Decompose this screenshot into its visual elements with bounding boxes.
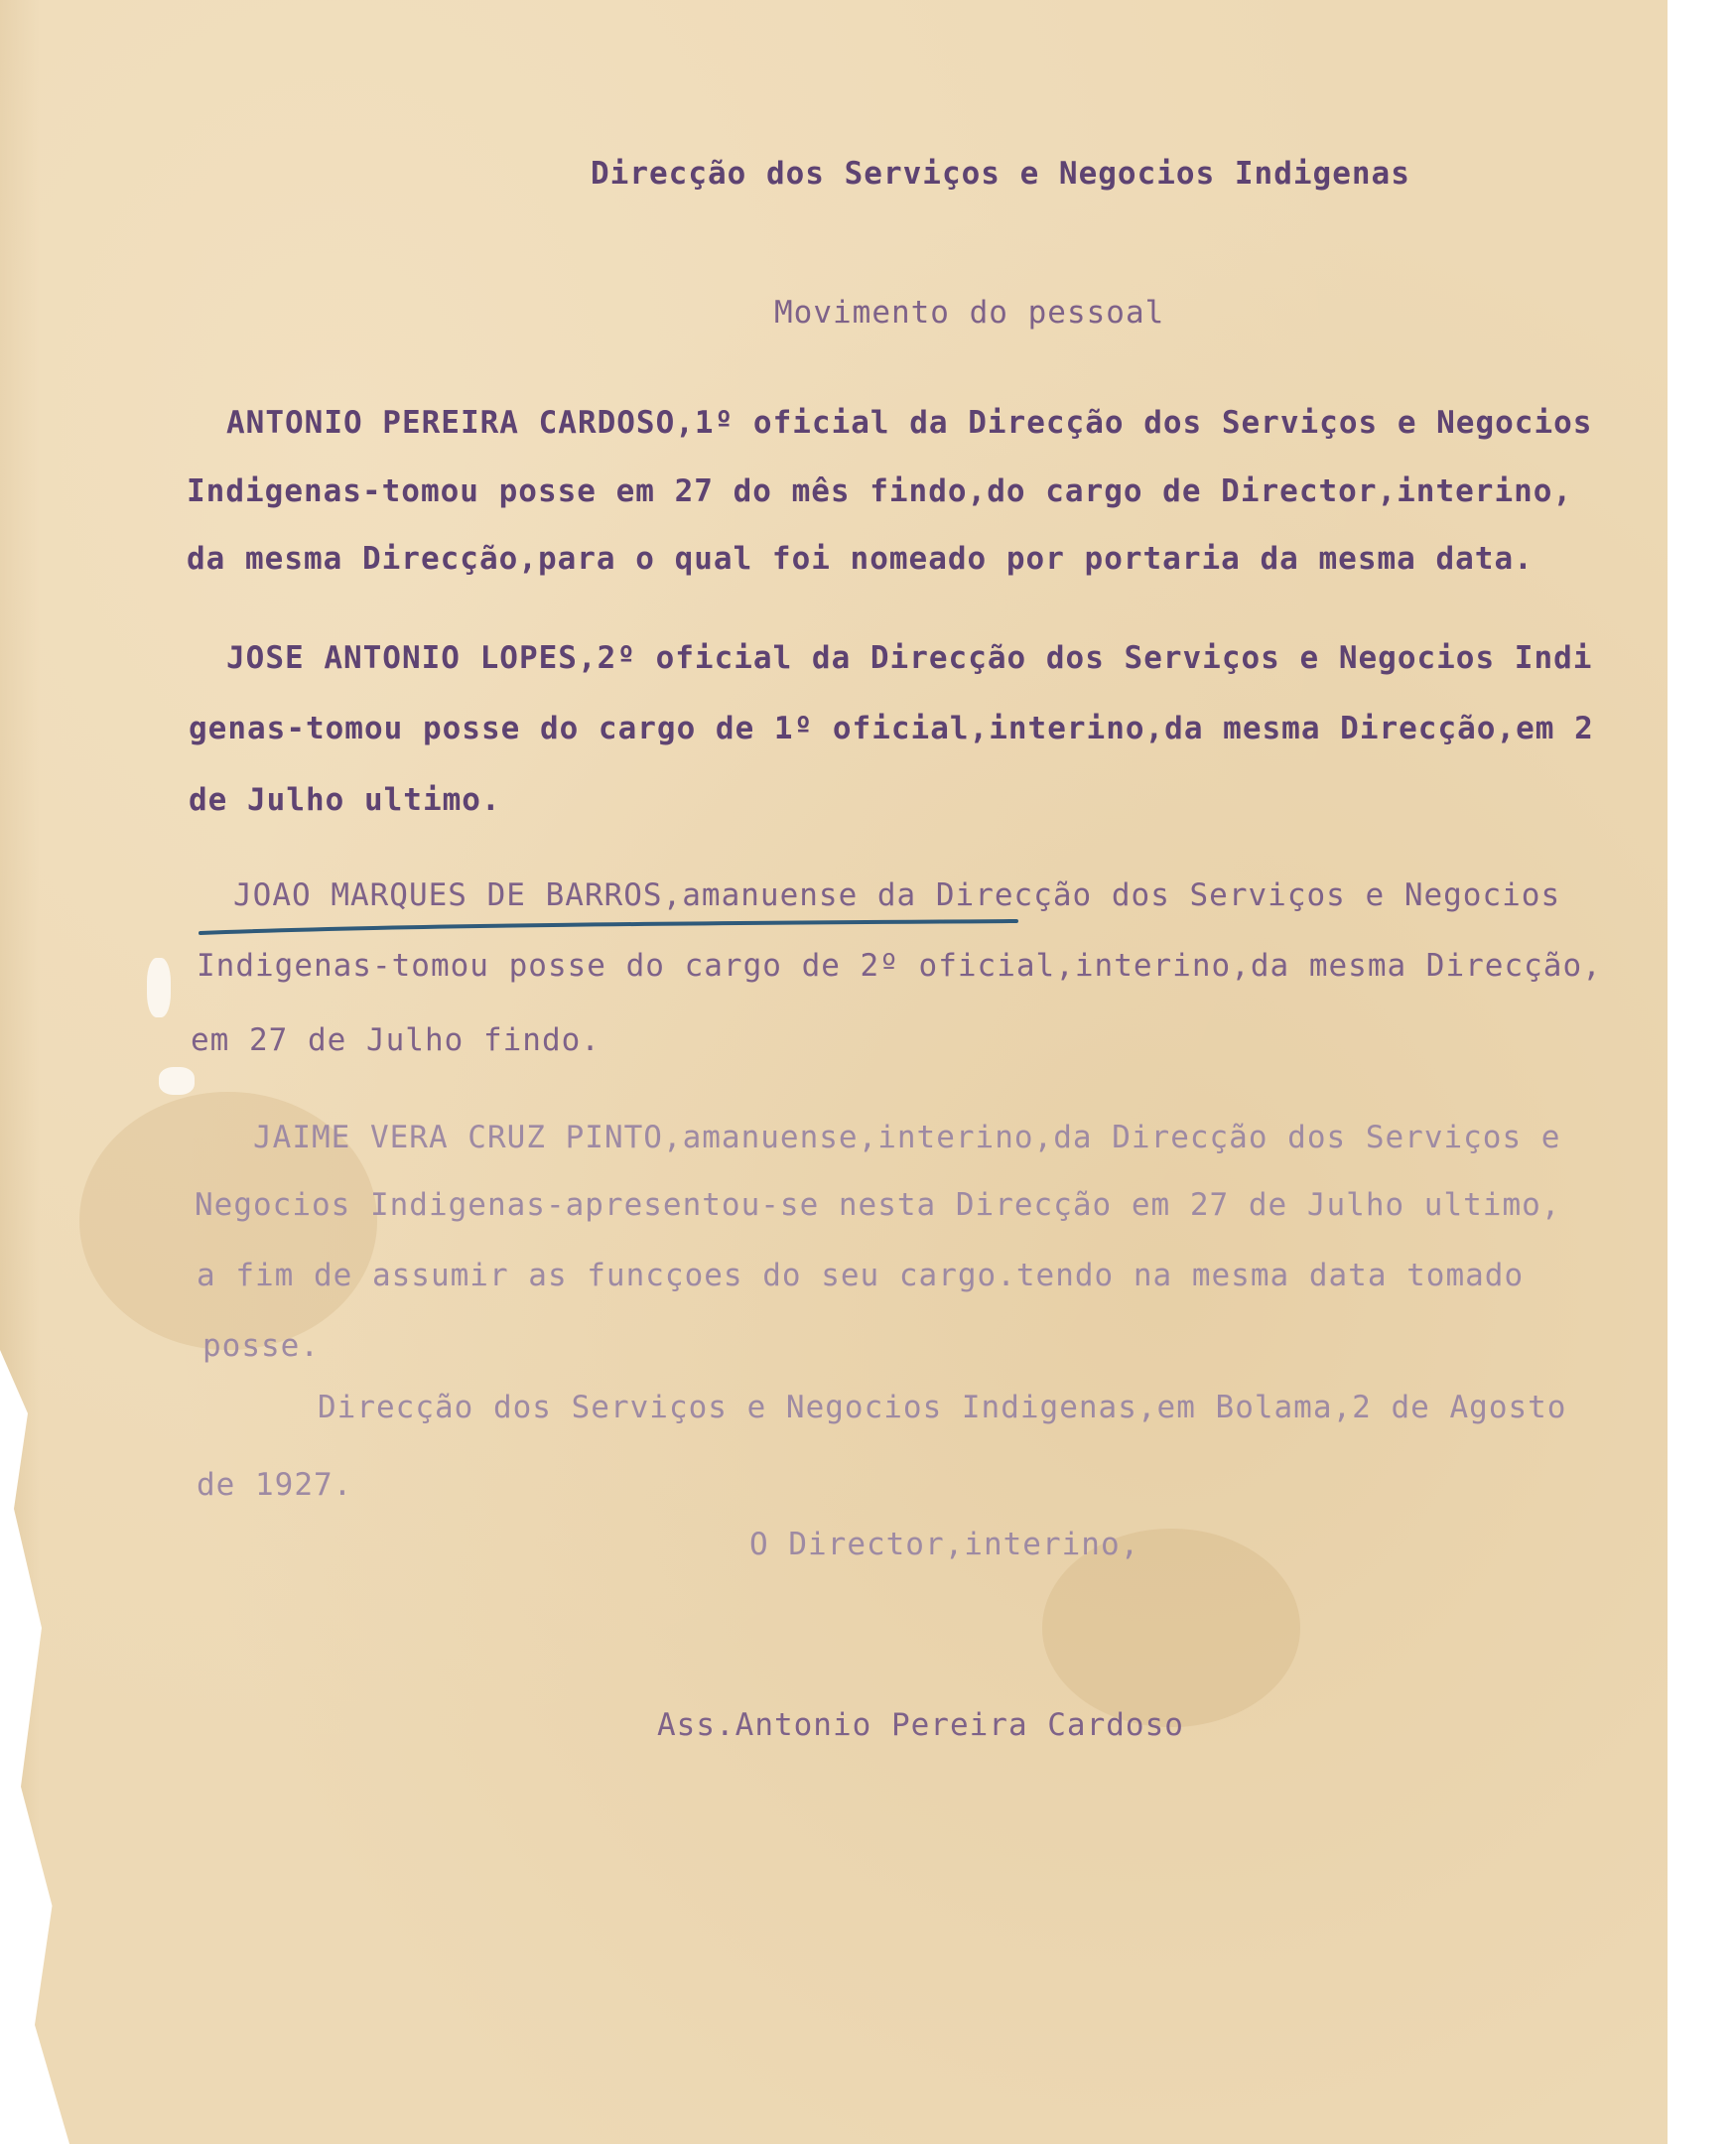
paragraph-3-line-1: JOAO MARQUES DE BARROS,amanuense da Direcção dos Serviços e Negocios [233, 877, 1561, 913]
pen-underline [199, 919, 1018, 939]
paper-hole [147, 958, 171, 1017]
paragraph-1-line-3: da mesma Direcção,para o qual foi nomeado por portaria da mesma data. [187, 541, 1534, 577]
paper-hole [159, 1067, 195, 1095]
paragraph-3-line-2: Indigenas-tomou posse do cargo de 2º oficial,interino,da mesma Direcção, [197, 948, 1602, 984]
closing-line-1: Direcção dos Serviços e Negocios Indigenas,em Bolama,2 de Agosto [318, 1390, 1567, 1425]
signoff: O Director,interino, [749, 1527, 1140, 1562]
paragraph-2-line-2: genas-tomou posse do cargo de 1º oficial,interino,da mesma Direcção,em 2 [189, 711, 1594, 746]
paragraph-4-line-4: posse. [202, 1328, 320, 1364]
page-margin [1668, 0, 1736, 2144]
paragraph-4-line-3: a fim de assumir as funcçoes do seu cargo.tendo na mesma data tomado [197, 1258, 1525, 1293]
paragraph-4-line-2: Negocios Indigenas-apresentou-se nesta Direcção em 27 de Julho ultimo, [195, 1187, 1561, 1223]
paragraph-3-line-3: em 27 de Julho findo. [191, 1022, 601, 1058]
signature: Ass.Antonio Pereira Cardoso [657, 1707, 1184, 1743]
paragraph-1-line-2: Indigenas-tomou posse em 27 do mês findo,do cargo de Director,interino, [187, 473, 1573, 509]
torn-edge [0, 1350, 69, 2144]
closing-line-2: de 1927. [197, 1467, 353, 1503]
paragraph-4-line-1: JAIME VERA CRUZ PINTO,amanuense,interino,da Direcção dos Serviços e [253, 1120, 1561, 1155]
paragraph-2-line-3: de Julho ultimo. [189, 782, 501, 818]
paragraph-2-line-1: JOSE ANTONIO LOPES,2º oficial da Direcção dos Serviços e Negocios Indi [226, 640, 1593, 676]
paragraph-1-line-1: ANTONIO PEREIRA CARDOSO,1º oficial da Direcção dos Serviços e Negocios [226, 405, 1593, 441]
document-subtitle: Movimento do pessoal [774, 295, 1165, 331]
document-header: Direcção dos Serviços e Negocios Indigenas [591, 156, 1410, 192]
